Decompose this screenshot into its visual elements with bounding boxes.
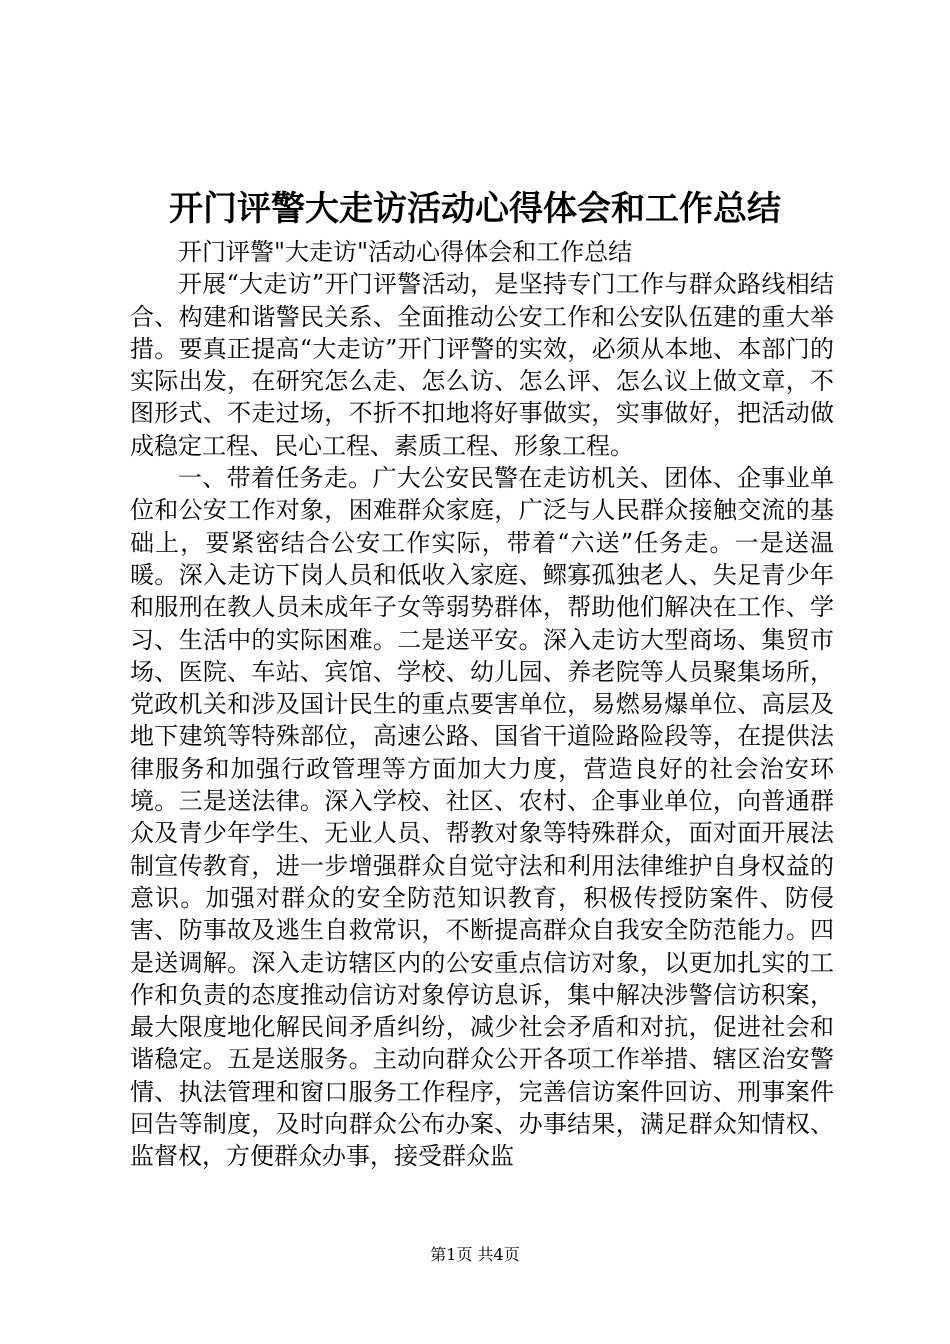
- paragraph-intro: 开展“大走访”开门评警活动，是坚持专门工作与群众路线相结合、构建和谐警民关系、全面推动公安工作和公安队伍建的重大举措。要真正提高“大走访”开门评警的实效，必须从本地、本部门的实际出发，在研究怎么走、怎么访、怎么评、怎么议上做文章，不图形式、不走过场，不折不扣地将好事做实，实事做好，把活动做成稳定工程、民心工程、素质工程、形象工程。: [130, 270, 834, 460]
- document-body: [130, 236, 834, 1173]
- document-title: 开门评警大走访活动心得体会和工作总结: [169, 189, 781, 229]
- paragraph-section-one: 一、带着任务走。广大公安民警在走访机关、团体、企事业单位和公安工作对象，困难群众家庭，广泛与人民群众接触交流的基础上，要紧密结合公安工作实际，带着“六送”任务走。一是送温暖。深入走访下岗人员和低收入家庭、鳏寡孤独老人、失足青少年和服刑在教人员未成年子女等弱势群体，帮助他们解决在工作、学习、生活中的实际困难。二是送平安。深入走访大型商场、集贸市场、医院、车站、宾馆、学校、幼儿园、养老院等人员聚集场所，党政机关和涉及国计民生的重点要害单位，易燃易爆单位、高层及地下建筑等特殊部位，高速公路、国省干道险路险段等，在提供法律服务和加强行政管理等方面加大力度，营造良好的社会治安环境。三是送法律。深入学校、社区、农村、企事业单位，向普通群众及青少年学生、无业人员、帮教对象等特殊群众，面对面开展法制宣传教育，进一步增强群众自觉守法和利用法律维护自身权益的意识。加强对群众的安全防范知识教育，积极传授防案件、防侵害、防事故及逃生自救常识，不断提高群众自我安全防范能力。四是送调解。深入走访辖区内的公安重点信访对象，以更加扎实的工作和负责的态度推动信访对象停访息诉，集中解决涉警信访积案，最大限度地化解民间矛盾纠纷，减少社会矛盾和对抗，促进社会和谐稳定。五是送服务。主动向群众公开各项工作举措、辖区治安警情、执法管理和窗口服务工作程序，完善信访案件回访、刑事案件回告等制度，及时向群众公布办案、办事结果，满足群众知情权、监督权，方便群众办事，接受群众监: [130, 464, 834, 1171]
- page-number-footer: 第1页 共4页: [430, 1245, 520, 1264]
- document-subtitle: 开门评警"大走访"活动心得体会和工作总结: [178, 238, 633, 266]
